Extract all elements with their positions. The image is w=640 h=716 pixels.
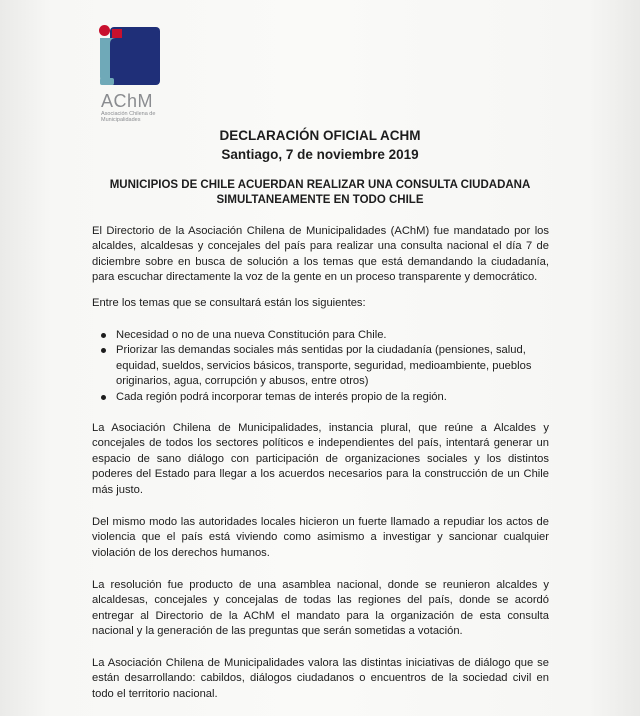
paragraph-4: Del mismo modo las autoridades locales hicieron un fuerte llamado a repudiar los actos de violencia que el país está viviendo como asimismo a investigar y sancionar cualquier violación de los derechos humanos. [92,516,549,559]
logo-name: AChM [101,91,154,111]
bullet-icon [101,348,106,353]
logo-subtitle: Asociación Chilena de Municipalidades [101,111,156,123]
headline-line-1: MUNICIPIOS DE CHILE ACUERDAN REALIZAR UNA CONSULTA CIUDADANA [109,179,531,191]
list-item [92,328,549,343]
headline-line-2: SIMULTANEAMENTE EN TODO CHILE [216,194,424,206]
paragraph-2: Entre los temas que se consultará están los siguientes: [92,297,366,309]
list-item-text: Priorizar las demandas sociales más sentidas por la ciudadanía (pensiones, salud, equidad, sueldos, servicios básicos, transporte, seguridad, medioambiente, pueblos originarios, agua, corrupción y abusos, entre otros) [116,344,532,388]
achm-logo-mark [98,22,162,88]
list-item [92,343,549,389]
topics-list [92,328,549,405]
paragraph-1: El Directorio de la Asociación Chilena de Municipalidades (AChM) fue mandatado por los alcaldes, alcaldesas y concejales del país para realizar una consulta nacional el día 7 de diciembre sobre en busca de solución a los temas que está demandando la ciudadanía, para escuchar directamente la voz de la gente en un proceso transparente y democrático. [92,225,549,284]
document-title: DECLARACIÓN OFICIAL ACHM [219,128,421,143]
achm-logo [98,22,162,122]
bullet-icon [101,395,106,400]
list-item-text: Cada región podrá incorporar temas de interés propio de la región. [116,390,447,403]
paragraph-6: La Asociación Chilena de Municipalidades valora las distintas iniciativas de diálogo que se están desarrollando: cabildos, diálogos ciudadanos o encuentros de la sociedad civil en todo el territorio nacional. [92,657,549,700]
dateline: Santiago, 7 de noviembre 2019 [221,147,419,162]
paragraph-5: La resolución fue producto de una asamblea nacional, donde se reunieron alcaldes y alcaldesas, concejales y concejalas de todas las regiones del país, donde se acordó entregar al Directorio de la AChM el mandato para la organización de esta consulta nacional y la generación de las preguntas que serán sometidas a votación. [92,579,549,638]
list-item [92,390,549,405]
bullet-icon [101,333,106,338]
list-item-text: Necesidad o no de una nueva Constitución para Chile. [116,329,387,341]
paragraph-3: La Asociación Chilena de Municipalidades, instancia plural, que reúne a Alcaldes y concejales de todos los sectores políticos e independientes del país, intentará generar un espacio de sano diálogo con participación de organizaciones sociales y los distintos poderes del Estado para llegar a los acuerdos necesarios para la construcción de un Chile más justo. [92,422,549,496]
